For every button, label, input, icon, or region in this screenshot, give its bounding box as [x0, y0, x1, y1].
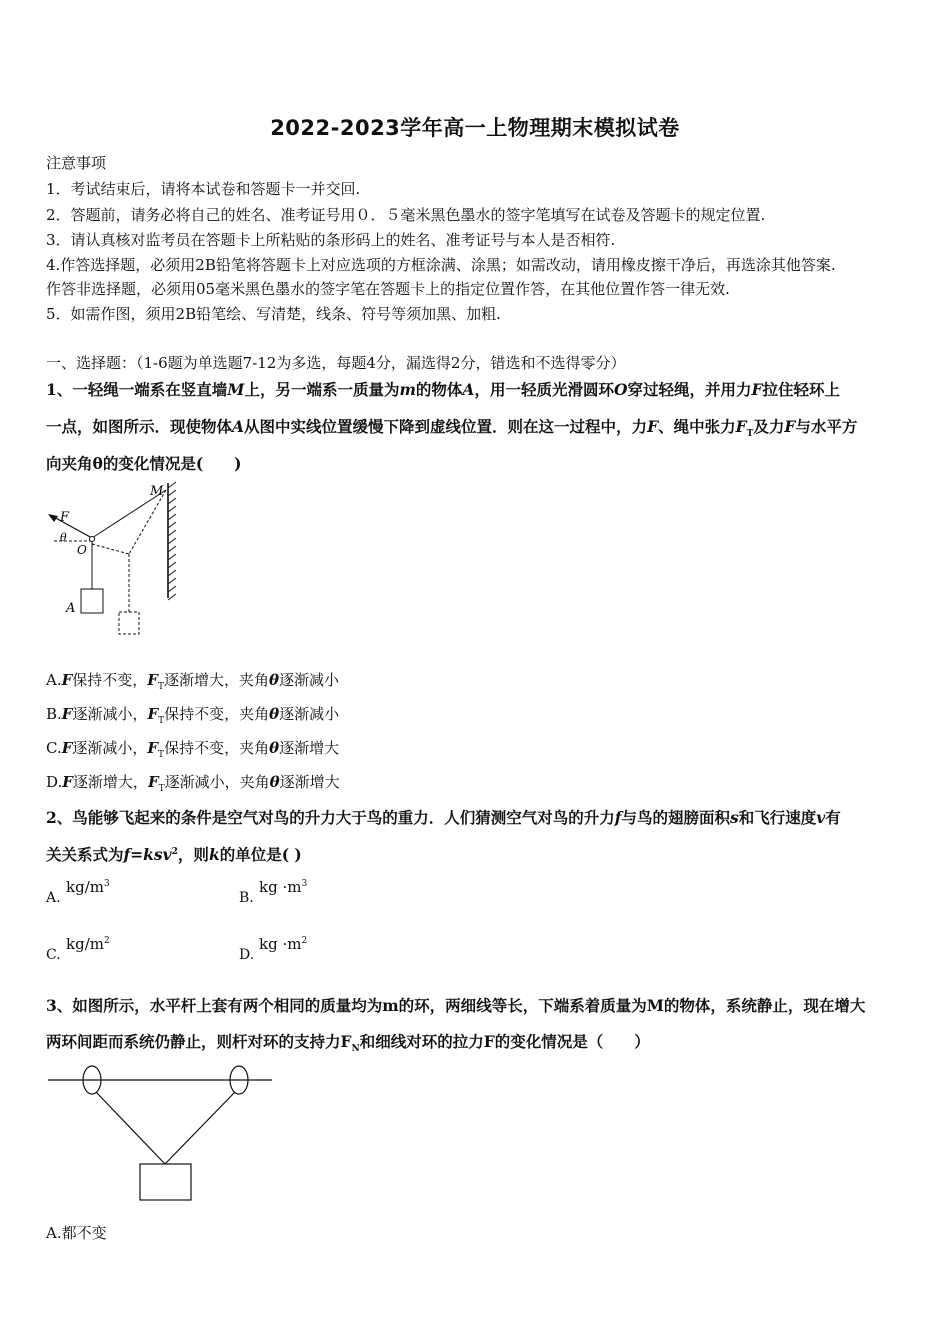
q3-option-a[interactable]: A.都不变: [46, 1224, 107, 1242]
notice-item-2: 2．答题前，请务必将自己的姓名、准考证号用０．５毫米黑色墨水的签字笔填写在试卷及答题卡的规定位置.: [46, 206, 766, 224]
q1-option-b[interactable]: B.F逐渐减小，$F_T$保持不变，夹角θ逐渐减小: [46, 705, 340, 726]
q1-option-c[interactable]: C.F逐渐减小，$F_T$保持不变，夹角θ逐渐增大: [46, 739, 340, 760]
page-title: 2022-2023学年高一上物理期末模拟试卷: [270, 116, 680, 140]
label-theta: θ: [60, 531, 67, 544]
q1-line-2: 一点，如图所示．现使物体A从图中实线位置缓慢下降到虚线位置．则在这一过程中，力F、绳中张力$F_T$及力F与水平方: [46, 417, 858, 440]
notice-item-4: 4.作答选择题，必须用2B铅笔将答题卡上对应选项的方框涂满、涂黑；如需改动，请用橡皮擦干净后，再选涂其他答案.: [46, 256, 836, 274]
q1-option-d[interactable]: D.F逐渐增大，$F_T$逐渐减小，夹角θ逐渐增大: [46, 773, 340, 794]
notice-item-3: 3．请认真核对监考员在答题卡上所粘贴的条形码上的姓名、准考证号与本人是否相符.: [46, 231, 616, 249]
q2-option-c[interactable]: C. $kg/m^2$: [46, 935, 110, 963]
notice-item-4b: 作答非选择题，必须用05毫米黑色墨水的签字笔在答题卡上的指定位置作答，在其他位置作答一律无效.: [46, 280, 730, 298]
q2-option-b[interactable]: B. kg $\cdot m^3$: [239, 878, 308, 906]
q3-line-1: 3、如图所示，水平杆上套有两个相同的质量均为m的环，两细线等长，下端系着质量为M的物体，系统静止，现在增大: [46, 996, 866, 1015]
block-a-solid: [81, 589, 103, 613]
q1-option-a[interactable]: A.F保持不变，$F_T$逐渐增大，夹角θ逐渐减小: [46, 671, 339, 692]
q2-line-2: 关关系式为f=ksv$^2$，则k的单位是( ): [46, 845, 302, 864]
block-a-dashed: [119, 612, 139, 634]
string-right: [165, 1092, 235, 1164]
label-f: F: [60, 510, 70, 525]
notice-heading: 注意事项: [46, 154, 107, 172]
notice-item-5: 5．如需作图，须用2B铅笔绘、写清楚，线条、符号等须加黑、加粗.: [46, 305, 501, 323]
q3-figure: [46, 1062, 276, 1207]
q1-line-1: 1、一轻绳一端系在竖直墙M上，另一端系一质量为m的物体A，用一轻质光滑圆环O穿过轻绳，并用力F拉住轻环上: [46, 380, 841, 399]
ring-o: [90, 537, 95, 542]
q2-line-1: 2、鸟能够飞起来的条件是空气对鸟的升力大于鸟的重力．人们猜测空气对鸟的升力f与鸟的翅膀面积s和飞行速度v有: [46, 808, 841, 827]
q2-option-d[interactable]: D. kg $\cdot m^2$: [239, 935, 308, 963]
rope-dashed: [129, 490, 166, 554]
label-o: O: [77, 543, 87, 557]
wall-hatching: [168, 482, 176, 600]
notice-item-1: 1．考试结束后，请将本试卷和答题卡一并交回.: [46, 180, 361, 198]
label-a: A: [66, 601, 76, 616]
rope-dashed-link: [92, 544, 129, 554]
force-arrow: [52, 516, 92, 538]
q2-option-a[interactable]: A. $kg/m^3$: [46, 878, 110, 906]
section-heading: 一、选择题：（1-6题为单选题7-12为多选，每题4分，漏选得2分，错选和不选得零分）: [46, 354, 626, 372]
force-arrowhead: [48, 514, 58, 522]
label-m: M: [150, 484, 164, 499]
q1-line-3: 向夹角θ的变化情况是( ): [46, 454, 242, 473]
string-left: [96, 1092, 165, 1164]
block-m: [140, 1164, 191, 1200]
q1-figure: [40, 478, 190, 643]
q3-line-2: 两环间距而系统仍静止，则杆对环的支持力$F_N$和细线对环的拉力F的变化情况是（ ）: [46, 1032, 650, 1055]
